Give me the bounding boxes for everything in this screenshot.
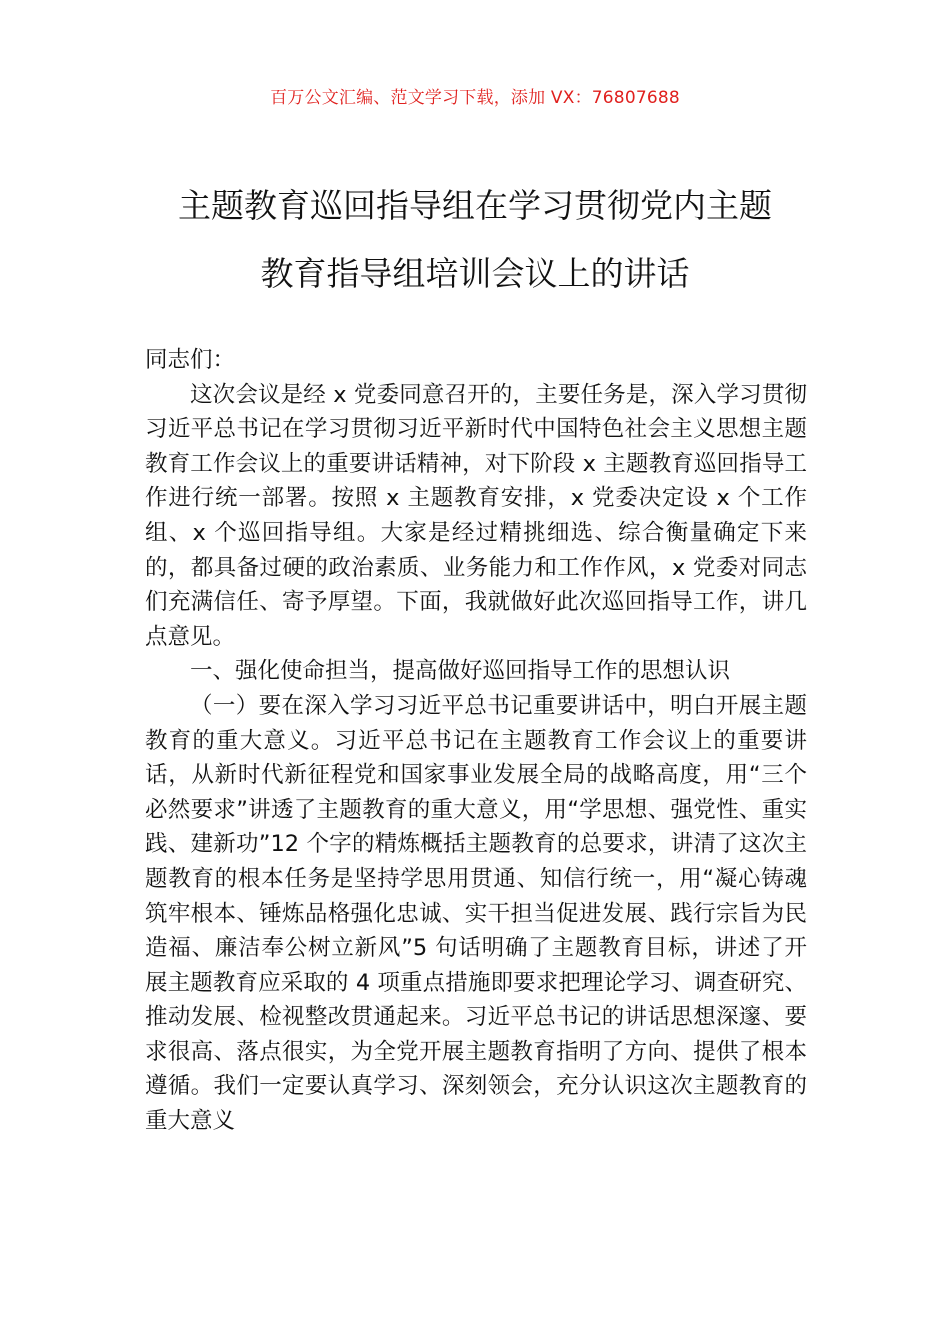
section-heading-1: 一、强化使命担当，提高做好巡回指导工作的思想认识 [190,658,731,685]
salutation: 同志们： [145,347,236,373]
document-body [145,343,807,1139]
document-title [0,172,950,308]
title-line-2: 教育指导组培训会议上的讲话 [260,254,690,293]
paragraph-subsection-1: （一）要在深入学习习近平总书记重要讲话中，明白开展主题教育的重大意义。习近平总书记在主题教育工作会议上的重要讲话，从新时代新征程党和国家事业发展全局的战略高度，用“三个必然要求”讲透了主题教育的重大意义，用“学思想、强党性、重实践、建新功”12 个字的精炼概括主题教育的总要求，讲清了这次主题教育的根本任务是坚持学思用贯通、知信行统一，用“凝心铸魂筑牢根本、锤炼品格强化忠诚、实干担当促进发展、践行宗旨为民造福、廉洁奉公树立新风”5 句话明确了主题教育目标，讲述了开展主题教育应采取的 4 项重点措施即要求把理论学习、调查研究、推动发展、检视整改贯通起来。习近平总书记的讲话思想深邃、要求很高、落点很实，为全党开展主题教育指明了方向、提供了根本遵循。我们一定要认真学习、深刻领会，充分认识这次主题教育的重大意义 [145,692,807,1135]
header-promo-note: 百万公文汇编、范文学习下载，添加 VX：76807688 [270,88,680,108]
paragraph-intro: 这次会议是经 x 党委同意召开的，主要任务是，深入学习贯彻习近平总书记在学习贯彻习近平新时代中国特色社会主义思想主题教育工作会议上的重要讲话精神，对下阶段 x 主题教育巡回指导工作进行统一部署。按照 x 主题教育安排，x 党委决定设 x 个工作组、x 个巡回指导组。大家是经过精挑细选、综合衡量确定下来的，都具备过硬的政治素质、业务能力和工作作风，x 党委对同志们充满信任、寄予厚望。下面，我就做好此次巡回指导工作，讲几点意见。 [145,381,807,650]
title-line-1: 主题教育巡回指导组在学习贯彻党内主题 [178,186,772,225]
